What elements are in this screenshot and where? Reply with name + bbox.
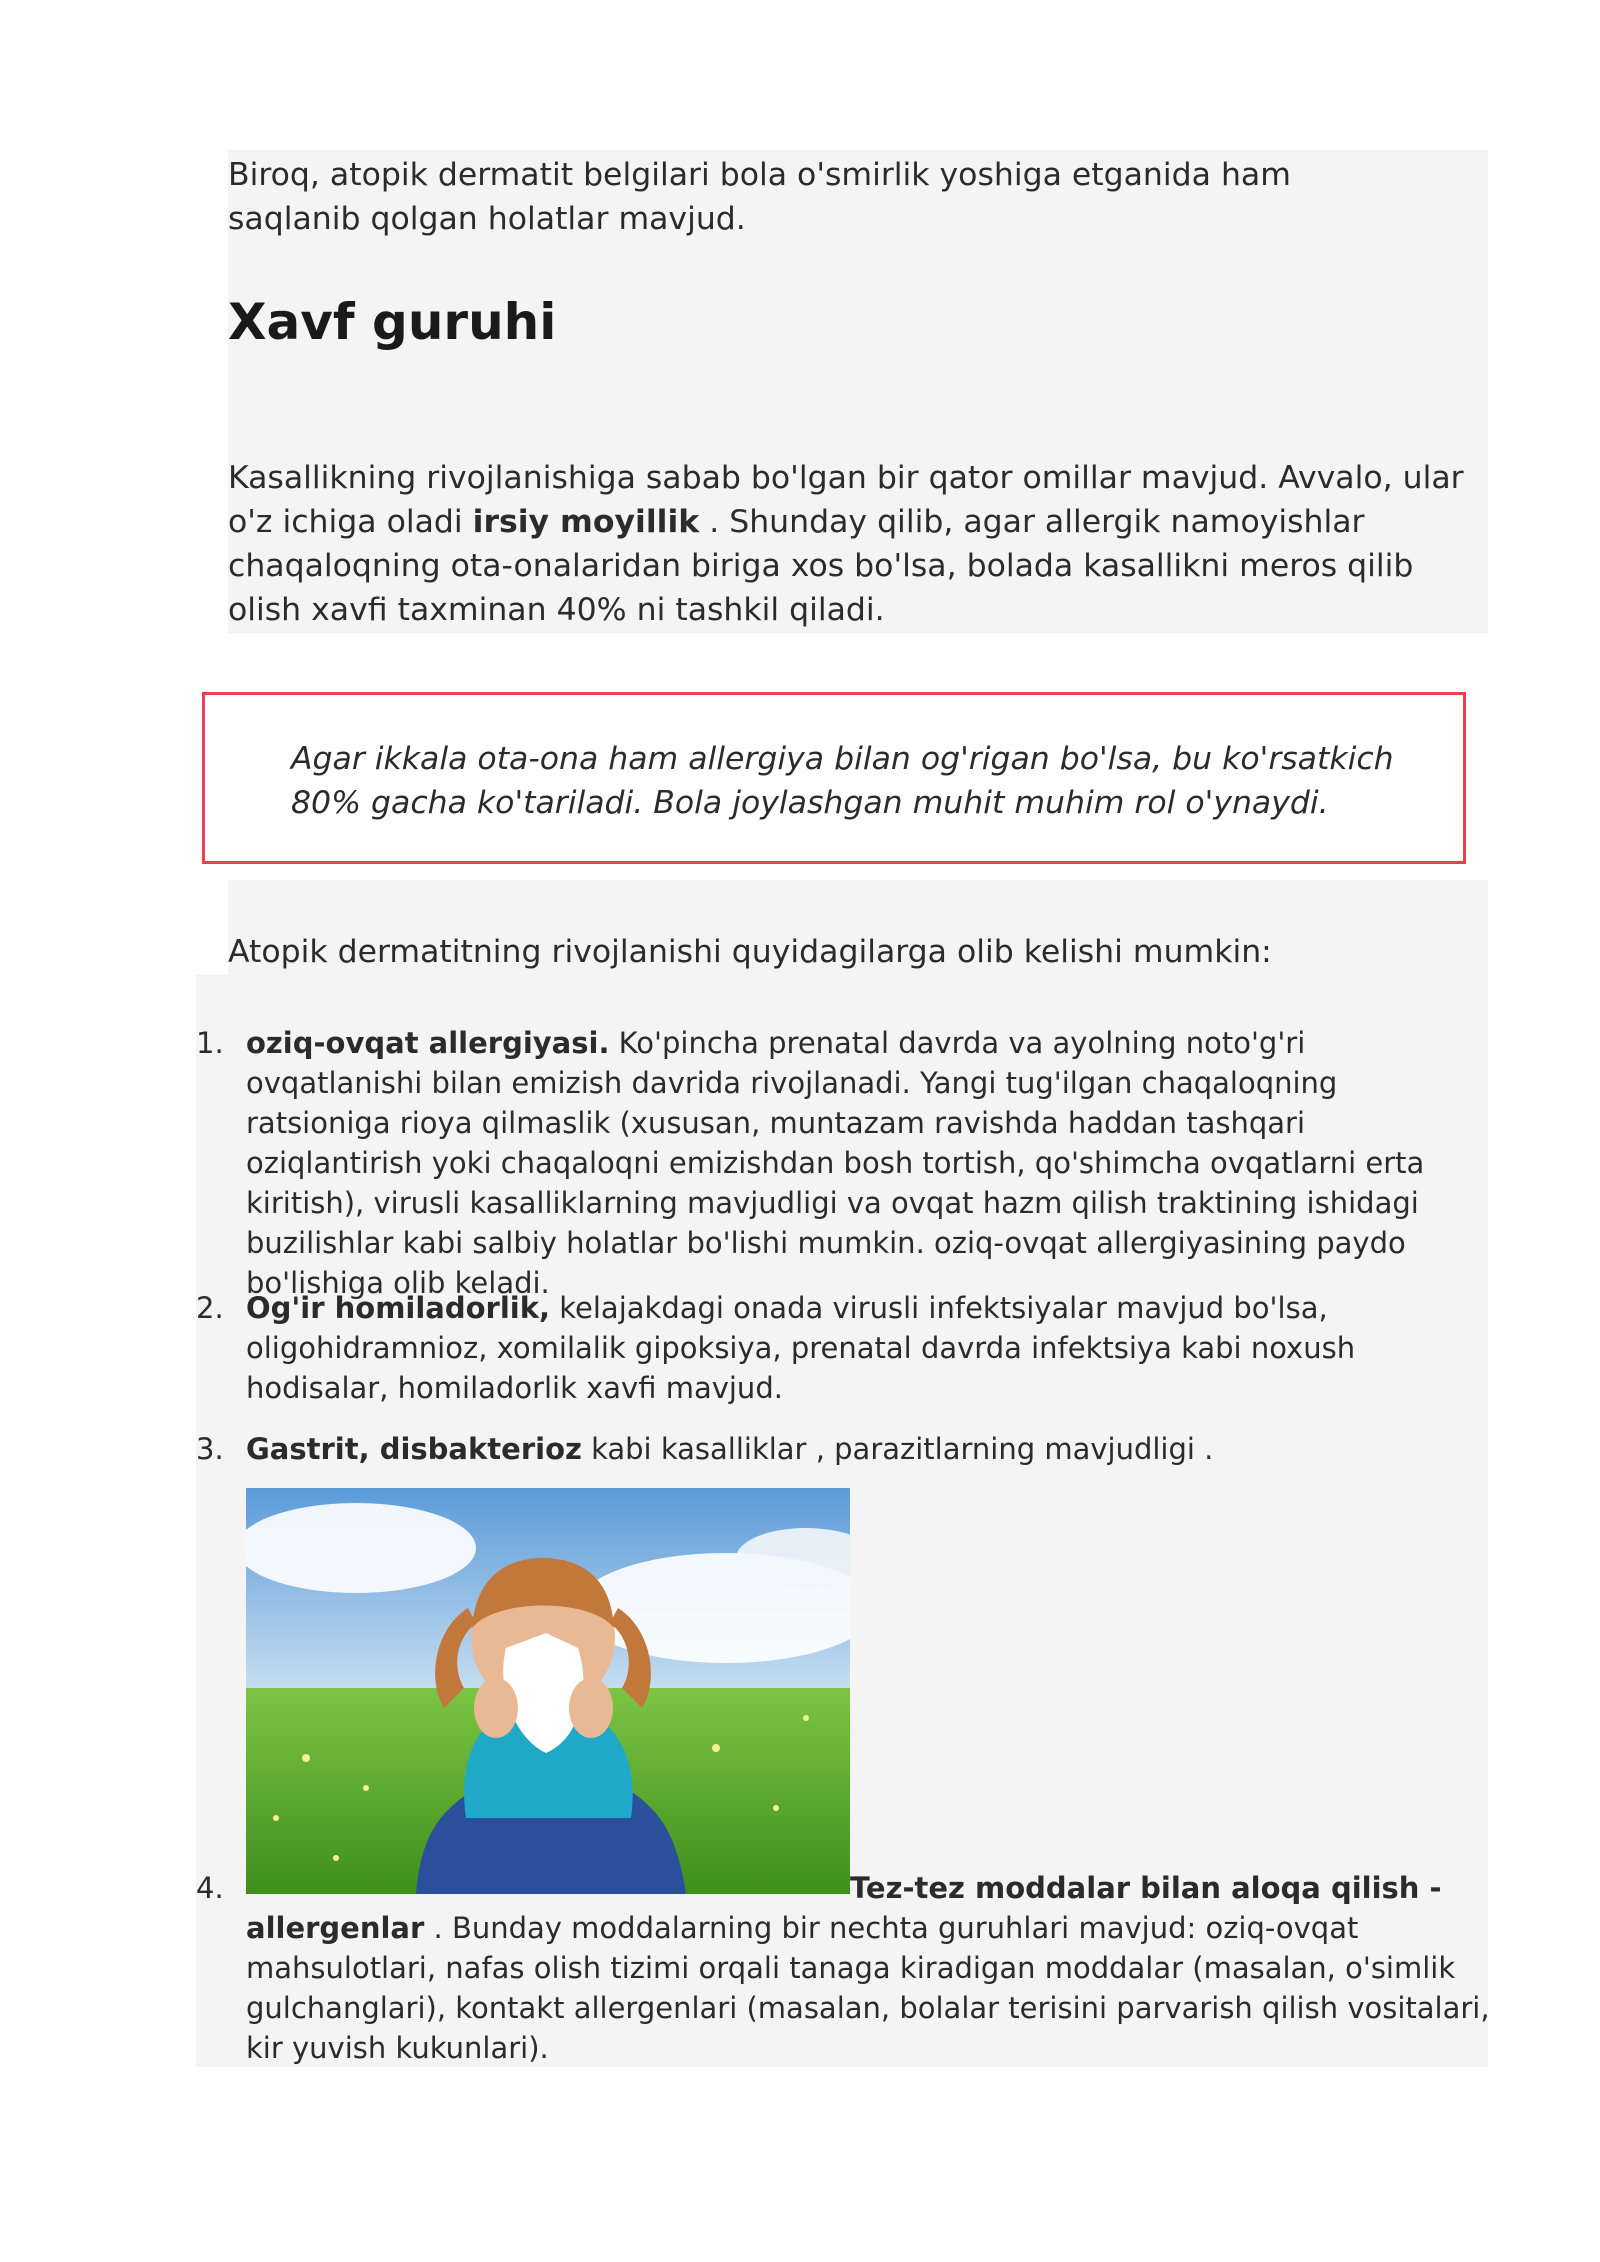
callout-box — [202, 692, 1466, 864]
list-item-bold: Og'ir homiladorlik, — [246, 1291, 551, 1325]
list-number: 1. — [196, 1026, 224, 1060]
list-number: 4. — [196, 1871, 224, 1905]
list-item-bold: Gastrit, disbakterioz — [246, 1432, 582, 1466]
list-number: 3. — [196, 1432, 224, 1466]
list-item-bold: oziq-ovqat allergiyasi. — [246, 1026, 610, 1060]
sneezing-girl-photo — [246, 1488, 850, 1894]
list-item — [246, 1429, 1490, 1469]
section-heading: Xavf guruhi — [228, 293, 557, 351]
list-item-text: Ko'pincha prenatal davrda va ayolning noto'g'ri ovqatlanishi bilan emizish davrida rivojlanadi. Yangi tug'ilgan chaqaloqning ratsioniga rioya qilmaslik (xususan, muntazam ravishda haddan tashqari oziqlantirish yoki chaqaloqni emizishdan bosh tortish, qo'shimcha ovqatlarni erta kiritish), virusli kasalliklarning mavjudligi va ovqat hazm qilish traktining ishidagi buzilishlar kabi salbiy holatlar bo'lishi mumkin. oziq-ovqat allergiyasining paydo bo'lishiga olib keladi. — [246, 1026, 1425, 1300]
list-item — [246, 1868, 1490, 2068]
list-item — [246, 1288, 1490, 1408]
list-item-text: kabi kasalliklar , parazitlarning mavjudligi . — [581, 1432, 1214, 1466]
list-lead: Atopik dermatitning rivojlanishi quyidagilarga olib kelishi mumkin: — [228, 934, 1272, 970]
list-item-text: kelajakdagi onada virusli infektsiyalar mavjud bo'lsa, oligohidramnioz, xomilalik gipoksiya, prenatal davrda infektsiya kabi noxush hodisalar, homiladorlik xavfi mavjud. — [246, 1291, 1356, 1405]
list-item-text: . Bunday moddalarning bir nechta guruhlari mavjud: oziq-ovqat mahsulotlari, nafas olish tizimi orqali tanaga kiradigan moddalar (masalan, o'simlik gulchanglari), kontakt allergenlari (masalan, bolalar terisini parvarish qilish vositalari, kir yuvish kukunlari). — [246, 1911, 1490, 2065]
risk-paragraph — [228, 456, 1478, 632]
intro-paragraph: Biroq, atopik dermatit belgilari bola o'smirlik yoshiga etganida ham saqlanib qolgan holatlar mavjud. — [228, 157, 1291, 237]
callout-text: Agar ikkala ota-ona ham allergiya bilan og'rigan bo'lsa, bu ko'rsatkich 80% gacha ko'tariladi. Bola joylashgan muhit muhim rol o'ynaydi. — [291, 741, 1394, 821]
risk-text-before: Kasallikning rivojlanishiga sabab bo'lgan bir qator omillar mavjud. Avvalo, ular o'z ichiga oladi — [228, 460, 1464, 540]
list-number: 2. — [196, 1291, 224, 1325]
list-item — [246, 1023, 1490, 1303]
girl-sneezing-icon — [246, 1488, 850, 1894]
risk-bold: irsiy moyillik — [472, 504, 700, 540]
list-item-bold: Tez-tez moddalar bilan aloqa qilish - allergenlar — [246, 1871, 1442, 1945]
risk-text-after: . Shunday qilib, agar allergik namoyishlar chaqaloqning ota-onalaridan biriga xos bo'lsa, bolada kasallikni meros qilib olish xavfi taxminan 40% ni tashkil qiladi. — [228, 504, 1414, 628]
